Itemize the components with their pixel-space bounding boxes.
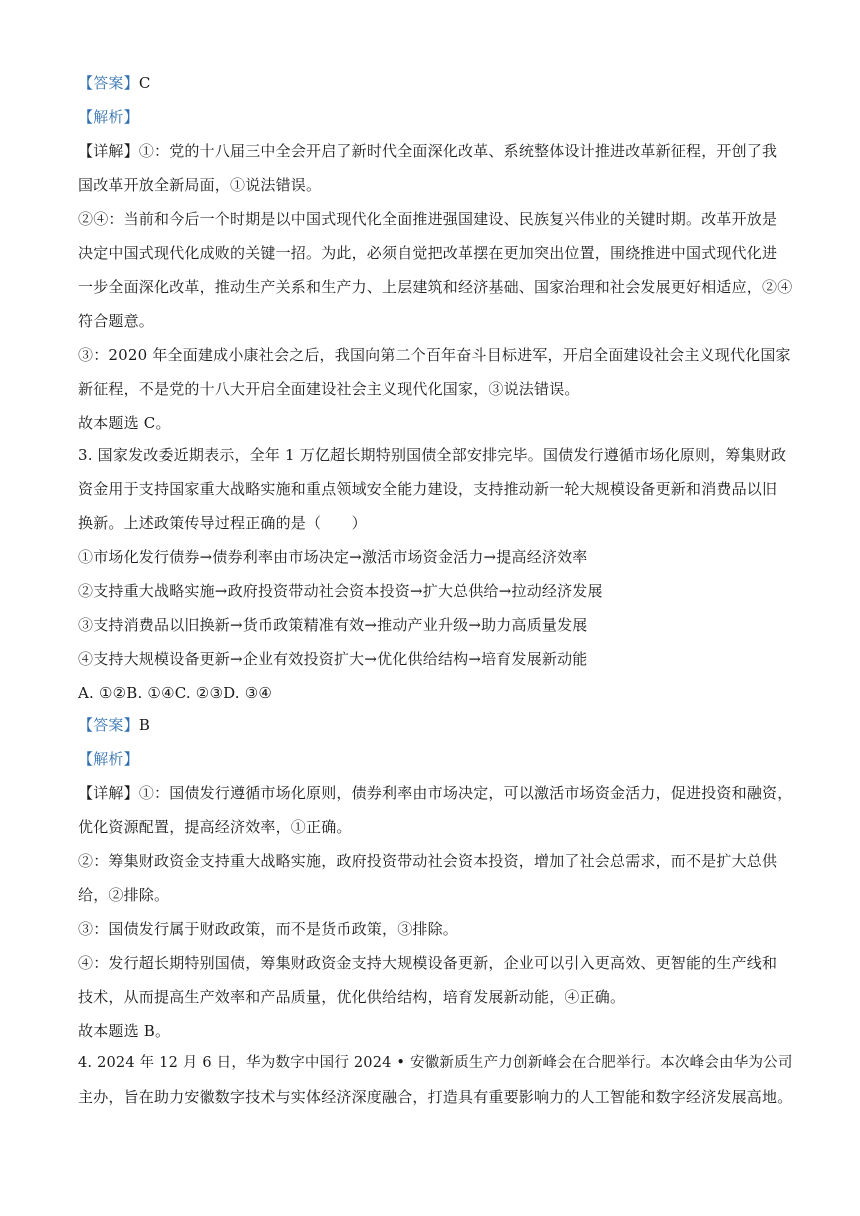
answer-value: B bbox=[138, 716, 151, 734]
detail-line: 优化资源配置，提高经济效率，①正确。 bbox=[78, 818, 352, 836]
detail-line: 一步全面深化改革，推动生产关系和生产力、上层建筑和经济基础、国家治理和社会发展更好相适应，②④ bbox=[78, 278, 793, 296]
answer-tag: 【答案】 bbox=[78, 716, 139, 734]
question-stem-line: 换新。上述政策传导过程正确的是（ ） bbox=[78, 514, 367, 532]
answer-line bbox=[78, 73, 800, 93]
detail-line: ③：2020 年全面建成小康社会之后，我国向第二个百年奋斗目标进军，开启全面建设社会主义现代化国家 bbox=[78, 346, 791, 364]
detail-line: 给，②排除。 bbox=[78, 886, 170, 904]
answer-line bbox=[78, 715, 800, 735]
detail-line: 决定中国式现代化成败的关键一招。为此，必须自觉把改革摆在更加突出位置，围绕推进中国式现代化进 bbox=[78, 244, 778, 262]
detail-line: 符合题意。 bbox=[78, 312, 155, 330]
detail-line: ②：筹集财政资金支持重大战略实施，政府投资带动社会资本投资，增加了社会总需求，而不是扩大总供 bbox=[78, 852, 778, 870]
detail-line: 技术，从而提高生产效率和产品质量，优化供给结构，培育发展新动能，④正确。 bbox=[78, 988, 626, 1006]
detail-line: 新征程，不是党的十八大开启全面建设社会主义现代化国家，③说法错误。 bbox=[78, 380, 580, 398]
option-line: ③支持消费品以旧换新→货币政策精准有效→推动产业升级→助力高质量发展 bbox=[78, 616, 588, 634]
detail-text: ①：党的十八届三中全会开启了新时代全面深化改革、系统整体设计推进改革新征程，开创了我 bbox=[138, 142, 778, 160]
detail-line bbox=[78, 783, 800, 803]
option-line: ④支持大规模设备更新→企业有效投资扩大→优化供给结构→培育发展新动能 bbox=[78, 650, 588, 668]
detail-line: 国改革开放全新局面，①说法错误。 bbox=[78, 176, 322, 194]
analysis-line bbox=[78, 107, 800, 127]
question-stem-line: 4. 2024 年 12 月 6 日，华为数字中国行 2024 • 安徽新质生产力创新峰会在合肥举行。本次峰会由华为公司 bbox=[78, 1055, 793, 1071]
detail-line: ②④：当前和今后一个时期是以中国式现代化全面推进强国建设、民族复兴伟业的关键时期。改革开放是 bbox=[78, 210, 778, 228]
answer-tag: 【答案】 bbox=[78, 74, 139, 92]
answer-value: C bbox=[138, 74, 151, 92]
question-stem-line: 主办，旨在助力安徽数字技术与实体经济深度融合，打造具有重要影响力的人工智能和数字经济发展高地。 bbox=[78, 1088, 793, 1106]
choices-line: A. ①②B. ①④C. ②③D. ③④ bbox=[78, 684, 273, 702]
question-stem-line: 资金用于支持国家重大战略实施和重点领域安全能力建设，支持推动新一轮大规模设备更新和消费品以旧 bbox=[78, 480, 778, 498]
analysis-tag: 【解析】 bbox=[78, 108, 139, 126]
option-line: ②支持重大战略实施→政府投资带动社会资本投资→扩大总供给→拉动经济发展 bbox=[78, 582, 603, 600]
detail-line: ④：发行超长期特别国债，筹集财政资金支持大规模设备更新，企业可以引入更高效、更智能的生产线和 bbox=[78, 954, 778, 972]
conclusion-line: 故本题选 C。 bbox=[78, 414, 171, 432]
detail-line bbox=[78, 141, 800, 161]
analysis-line bbox=[78, 749, 800, 769]
detail-tag: 【详解】 bbox=[78, 784, 139, 802]
detail-tag: 【详解】 bbox=[78, 142, 139, 160]
analysis-tag: 【解析】 bbox=[78, 750, 139, 768]
conclusion-line: 故本题选 B。 bbox=[78, 1022, 171, 1040]
option-line: ①市场化发行债券→债券利率由市场决定→激活市场资金活力→提高经济效率 bbox=[78, 548, 588, 566]
detail-line: ③：国债发行属于财政政策，而不是货币政策，③排除。 bbox=[78, 920, 459, 938]
question-stem-line: 3. 国家发改委近期表示，全年 1 万亿超长期特别国债全部安排完毕。国债发行遵循市场化原则，筹集财政 bbox=[78, 446, 787, 464]
detail-text: ①：国债发行遵循市场化原则，债券利率由市场决定，可以激活市场资金活力，促进投资和融资， bbox=[138, 784, 793, 802]
